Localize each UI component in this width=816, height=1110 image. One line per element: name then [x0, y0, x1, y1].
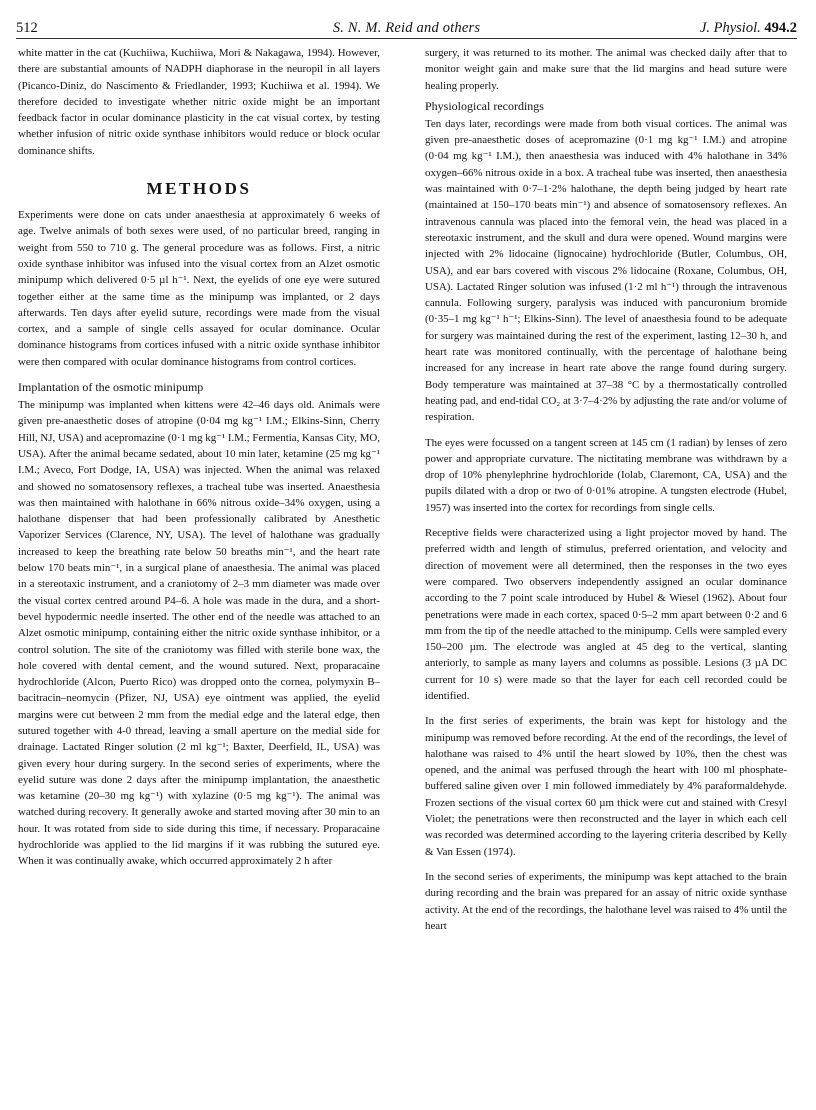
continuation-paragraph: surgery, it was returned to its mother. The animal was checked daily after that to monitor weight gain and make sure that the lid margins and head suture were healing properly.: [425, 47, 787, 92]
methods-paragraph: Experiments were done on cats under anaesthesia at approximately 6 weeks of age. Twelve animals of both sexes were used, of no particular breed, ranging in weight from 550 to 710 g. The general procedure was as follows. First, a nitric oxide synthase inhibitor was infused into the visual cortex from an Alzet osmotic minipump which delivered 0·5 µl h⁻¹. Next, the eyelids of one eye were sutured together either at the same time as the minipump was implanted, or 2 days afterwards. Ten days after eyelid suture, recordings were made from the visual cortex, and a sample of single cells assayed for ocular dominance. Ocular dominance histograms from cortices infused with a nitric oxide synthase inhibitor were then compared with ocular dominance histograms from control cortices.: [18, 209, 380, 368]
left-column: [18, 45, 380, 870]
running-header: [16, 14, 797, 38]
implant-heading: Implantation of the osmotic minipump: [18, 380, 204, 395]
physio-paragraph-1: Ten days later, recordings were made from both visual cortices. The animal was given pre-anaesthetic doses of acepromazine (0·1 mg kg⁻¹ I.M.) and atropine (0·04 mg kg⁻¹ I.M.), then anaesthesia was induced with 4% halothane in 34% oxygen–66% nitrous oxide in a box. A tracheal tube was inserted, then anaesthesia was maintained with 0·7–1·2% halothane, the depth being judged by heart rate (maintained at 150–170 beats min⁻¹) and absence of somatosensory reflexes. An intravenous cannula was placed into the femoral vein, the head was placed in a stereotaxic instrument, and the skull and dura were opened. Wound margins were injected with 2% lidocaine (lignocaine) hydrochloride (Butler, Columbus, OH, USA), and ear bars covered with viscous 2% lidocaine (Roxane, Columbus, OH, USA). Lactated Ringer solution was infused (1·2 ml h⁻¹) through the intravenous cannula. Following surgery, paralysis was induced with pancuronium bromide (0·35–1 mg kg⁻¹ h⁻¹; Elkins-Sinn). The level of anaesthesia found to be adequate for surgery was maintained during the rest of the experiment, lasting 12–30 h, and heart rate was monitored continually, with the percentage of halothane being increased for any increase in heart rate above the range found during surgery. Body temperature was maintained at 37–38 °C by a thermostatically controlled heating pad, and end-tidal CO₂ at 3·7–4·2% by adjusting the rate and/or volume of respiration.: [425, 117, 787, 424]
journal-volume: 494.2: [764, 20, 797, 36]
running-title: S. N. M. Reid and others: [332, 20, 481, 36]
physio-paragraph-4: In the first series of experiments, the brain was kept for histology and the minipump was removed before recording. At the end of the recordings, the level of halothane was raised to 4% until the heart slowed by 10%, then the chest was opened, and the animal was perfused through the heart with 100 ml phosphate-buffered saline given over 1 min followed immediately by 4% paraformaldehyde. Frozen sections of the visual cortex 60 µm thick were cut and stained with Cresyl Violet; the penetrations were then reconstructed and the layer in which each cell was recorded was determined according to the layering criteria described by Kelly & Van Essen (1974).: [425, 715, 787, 858]
physio-paragraph-3: Receptive fields were characterized using a light projector moved by hand. The preferred width and length of stimulus, preferred orientation, and velocity and direction of movement were all determined, then the responses in the two eyes were compared. Two observers independently assigned an ocular dominance according to the 7 point scale introduced by Hubel & Wiesel (1962). About four penetrations were made in each cortex, spaced 0·5–2 mm apart between 0·2 and 6 mm from the tip of the needle attached to the minipump. Cells were sampled every 150–200 µm. The electrode was angled at 45 deg to the vertical, slanting anteriorly, to sample as many layers and columns as possible. Lesions (3 µA DC current for 10 s) were made so that the layer for each cell recorded could be identified.: [425, 527, 787, 702]
header-rule: [16, 38, 797, 39]
physio-paragraph-2: The eyes were focussed on a tangent screen at 145 cm (1 radian) by lenses of zero power and appropriate curvature. The nictitating membrane was withdrawn by a drop of 10% phenylephrine hydrochloride (Iolab, Claremont, CA, USA) and the pupils dilated with a drop or two of 0·01% atropine. A tungsten electrode (Hubel, 1957) was inserted into the cortex for recordings from single cells.: [425, 436, 787, 514]
methods-heading: METHODS: [146, 179, 252, 199]
right-column: [425, 45, 787, 934]
journal-citation: [700, 18, 797, 38]
implant-paragraph: The minipump was implanted when kittens were 42–46 days old. Animals were given pre-anaesthetic doses of atropine (0·04 mg kg⁻¹ I.M.; Elkins-Sinn, Cherry Hill, NJ, USA) and acepromazine (0·1 mg kg⁻¹ I.M.; Fermentia, Kansas City, MO, USA). After the animal became sedated, about 10 min later, ketamine (25 mg kg⁻¹ I.M.; Aveco, Fort Dodge, IA, USA) was injected. When the animal was relaxed and showed no somatosensory reflexes, a tracheal tube was inserted. Anaesthesia was then maintained with halothane in 66% nitrous oxide–34% oxygen, using a halothane dispenser that had been professionally calibrated by Anesthetic Vaporizer Services (Clarence, NY, USA). The level of halothane was gradually increased to keep the breathing rate below 50 breaths min⁻¹, and the heart rate below 170 beats min⁻¹, in a surgical plane of anaesthesia. The animal was placed in a stereotaxic instrument, and a craniotomy of 2–3 mm diameter was made over the visual cortex centred around P4–6. A hole was made in the dura, and a short-bevel hypodermic needle inserted. The other end of the needle was attached to an Alzet osmotic minipump, containing either the nitric oxide synthase inhibitor, or a control solution. The site of the craniotomy was filled with sterile bone wax, the hole covered with dental cement, and the wound sutured. Next, proparacaine hydrochloride (Alcon, Puerto Rico) was dropped onto the cornea, polymyxin B–bacitracin–neomycin (Pfizer, NJ, USA) eye ointment was applied, the eyelid margins were cut between 2 mm from the medial edge and the lateral edge, then sutured together with 4-0 thread, leaving a small aperture on the medial side for drainage. Lactated Ringer solution (2 ml kg⁻¹; Baxter, Deerfield, IL, USA) was given every hour during surgery. In the second series of experiments, where the eyelid suture was done 2 days after the minipump implantation, the anaesthetic was ketamine (20–30 mg kg⁻¹) with xylazine (0·5 mg kg⁻¹). The animal was watched during recovery. It generally awoke and started moving after 30 min to an hour. It was rotated from side to side during this time, if necessary. Proparacaine hydrochloride was applied to the lid margins if it was rubbing the sutured eye. When it was continually awake, which occurred approximately 2 h after: [18, 399, 380, 868]
physio-paragraph-5: In the second series of experiments, the minipump was kept attached to the brain during recording and the brain was prepared for an assay of nitric oxide synthase activity. At the end of the recordings, the halothane level was raised to 4% until the heart: [425, 870, 787, 932]
journal-name: J. Physiol.: [699, 20, 761, 36]
intro-paragraph: white matter in the cat (Kuchiiwa, Kuchiiwa, Mori & Nakagawa, 1994). However, there are substantial amounts of NADPH diaphorase in the neuropil in all layers (Picanco-Diniz, do Nascimento & Friedlander, 1993; Kuchiiwa et al. 1994). We therefore decided to investigate whether nitric oxide might be an important feedback factor in ocular dominance plasticity in the cat visual cortex, by testing whether infusion of nitric oxide synthase inhibitors would reduce or block ocular dominance shifts.: [18, 47, 380, 157]
physio-heading: Physiological recordings: [425, 98, 544, 113]
page-number: 512: [16, 20, 38, 36]
